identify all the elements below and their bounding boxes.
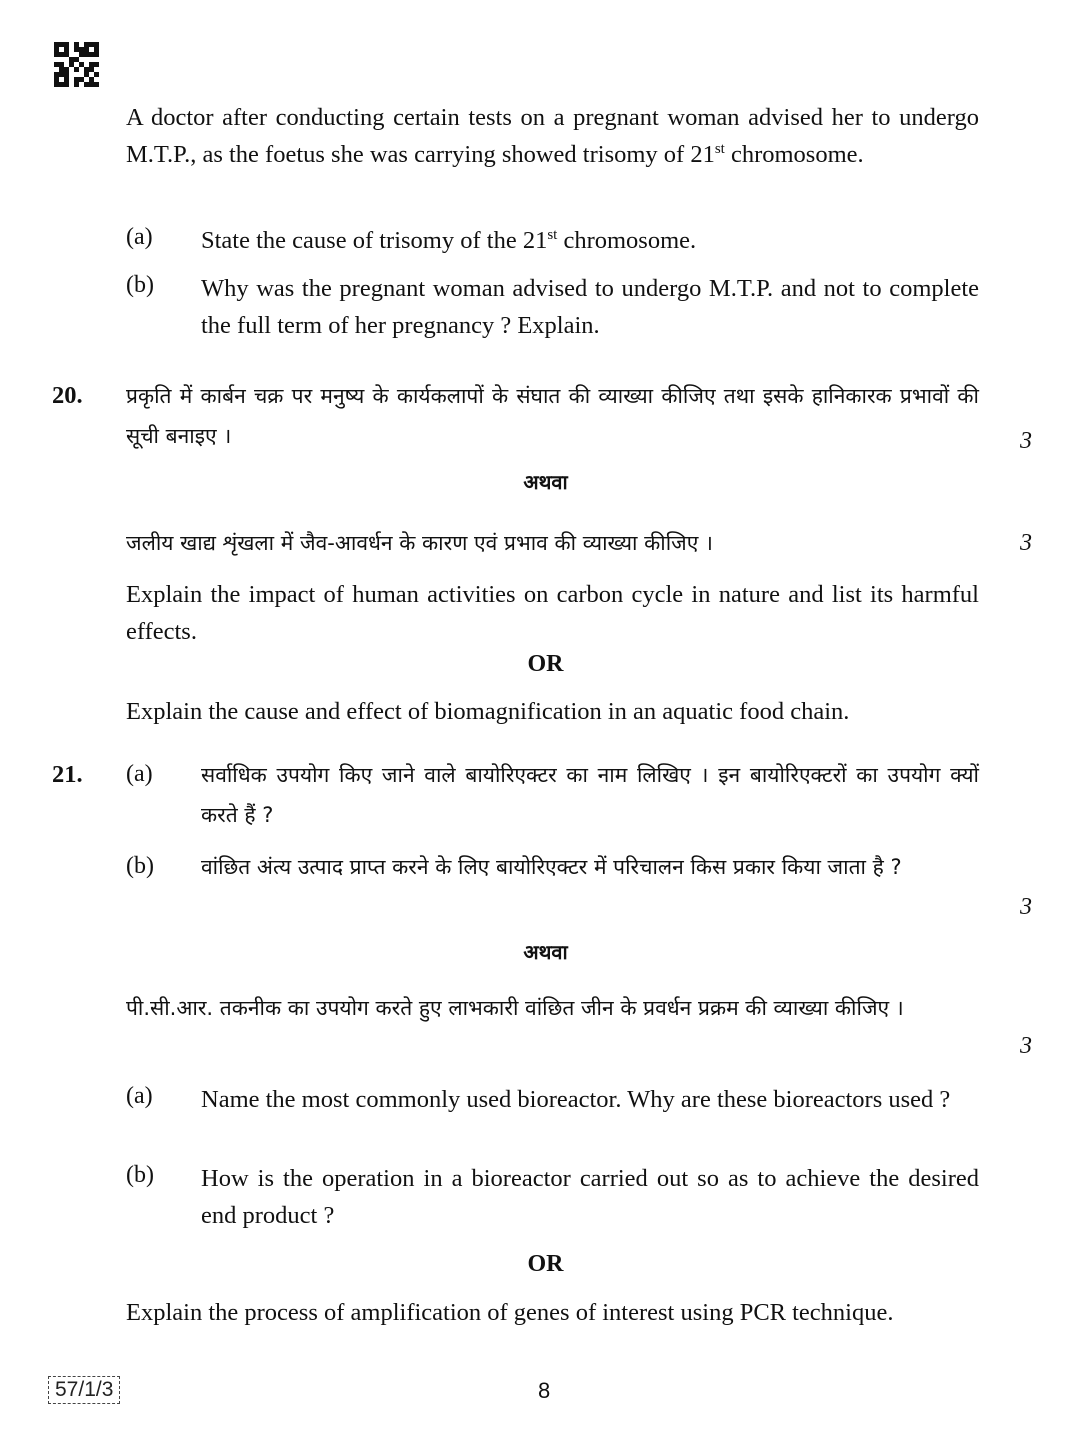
q20-number: 20. — [52, 382, 83, 409]
q20-or: OR — [527, 651, 564, 677]
q19-a-text: State the cause of trisomy of the 21st chromosome. — [201, 226, 697, 254]
q21-hindi-alt: पी.सी.आर. तकनीक का उपयोग करते हुए लाभकारी वांछित जीन के प्रवर्धन प्रक्रम की व्याख्या कीजिए । — [126, 996, 904, 1020]
paper-code-badge: 57/1/3 — [48, 1376, 120, 1404]
q19-b-text: Why was the pregnant woman advised to undergo M.T.P. and not to complete the full term of her pregnancy ? Explain. — [201, 275, 979, 339]
qr-code-icon — [54, 42, 99, 87]
q19-a-label: (a) — [126, 224, 153, 250]
page-number: 8 — [538, 1378, 551, 1403]
q21-english-a: Name the most commonly used bioreactor. Why are these bioreactors used ? — [201, 1086, 951, 1113]
q21-a-label: (a) — [126, 761, 153, 787]
q20-english-alt: Explain the cause and effect of biomagnification in an aquatic food chain. — [126, 698, 850, 725]
q21-marks-2: 3 — [1020, 1033, 1032, 1059]
q21-hindi-b: वांछित अंत्य उत्पाद प्राप्त करने के लिए बायोरिएक्टर में परिचालन किस प्रकार किया जाता है ? — [201, 855, 902, 879]
q21-english-alt: Explain the process of amplification of genes of interest using PCR technique. — [126, 1299, 894, 1326]
q21-en-a-label: (a) — [126, 1083, 153, 1109]
q21-en-b-label: (b) — [126, 1162, 154, 1188]
q21-marks-1: 3 — [1020, 894, 1032, 920]
q21-number: 21. — [52, 761, 83, 788]
q20-marks-1: 3 — [1020, 428, 1032, 454]
q20-marks-2: 3 — [1020, 530, 1032, 556]
q20-english-main: Explain the impact of human activities on carbon cycle in nature and list its harmful effects. — [126, 581, 979, 645]
q21-hindi-a: सर्वाधिक उपयोग किए जाने वाले बायोरिएक्टर का नाम लिखिए । इन बायोरिएक्टरों का उपयोग क्यों करते हैं ? — [201, 763, 979, 827]
q20-hindi-main: प्रकृति में कार्बन चक्र पर मनुष्य के कार्यकलापों के संघात की व्याख्या कीजिए तथा इसके हानिकारक प्रभावों की सूची बनाइए । — [126, 384, 979, 448]
q19-intro: A doctor after conducting certain tests on a pregnant woman advised her to undergo M.T.P., as the foetus she was carrying showed trisomy of 21st chromosome. — [126, 104, 979, 168]
q21-b-label: (b) — [126, 853, 154, 879]
q21-english-b: How is the operation in a bioreactor carried out so as to achieve the desired end product ? — [201, 1165, 979, 1229]
q20-athava: अथवा — [523, 470, 568, 494]
q21-or: OR — [527, 1251, 564, 1277]
q20-hindi-alt: जलीय खाद्य शृंखला में जैव-आवर्धन के कारण एवं प्रभाव की व्याख्या कीजिए । — [126, 531, 713, 555]
q19-b-label: (b) — [126, 272, 154, 298]
q21-athava: अथवा — [523, 940, 568, 964]
